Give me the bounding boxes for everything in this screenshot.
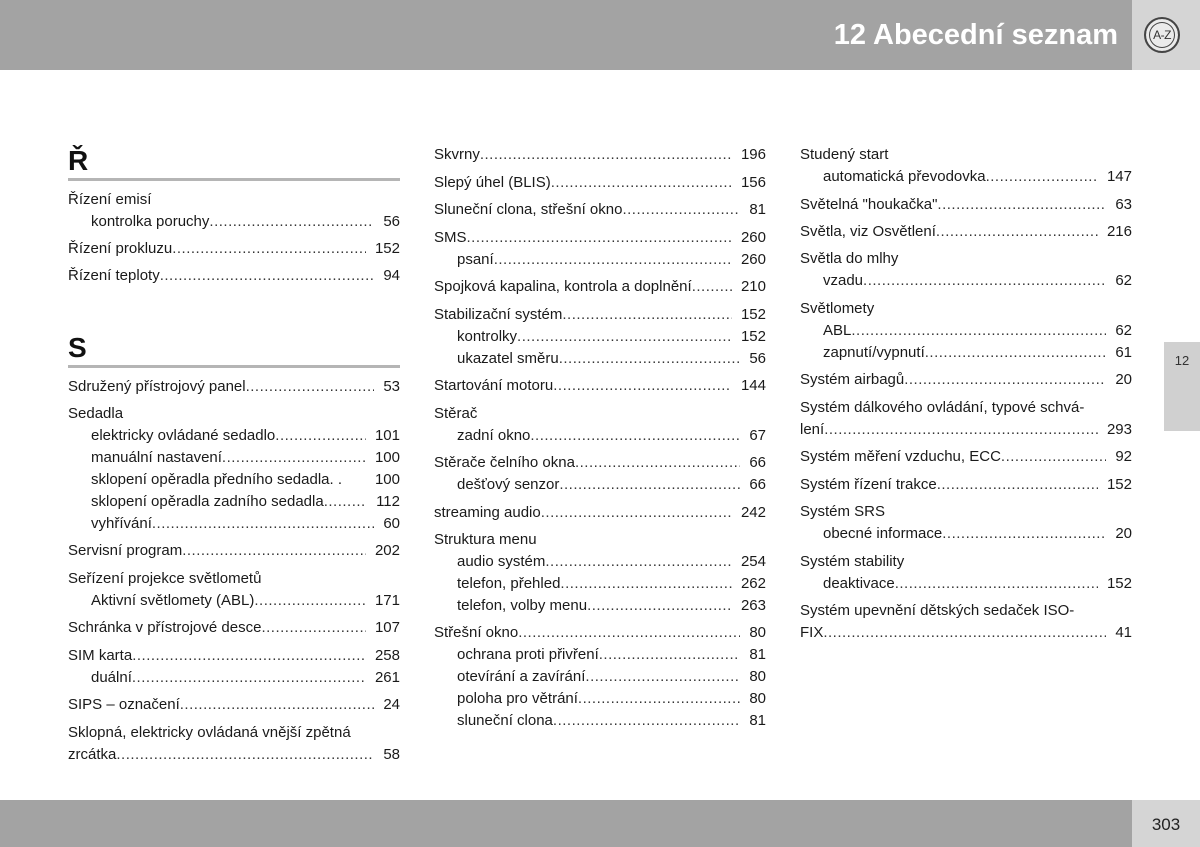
index-entry: Skvrny ..... 196: [434, 145, 766, 165]
index-entry: SIM karta ..... 258: [68, 646, 400, 666]
index-entry: lení ..... 293: [800, 420, 1132, 440]
page-ref: 171: [374, 592, 400, 609]
page-ref: 216: [1106, 223, 1132, 240]
page-ref: 67: [749, 427, 766, 444]
index-entry: zrcátka ..... 58: [68, 745, 400, 765]
index-entry: Slepý úhel (BLIS) ..... 156: [434, 173, 766, 193]
page-ref: 258: [374, 647, 400, 664]
page-ref: 107: [374, 619, 400, 636]
page-ref: 261: [374, 669, 400, 686]
index-entry: Startování motoru ..... 144: [434, 376, 766, 396]
index-entry: Systém airbagů ..... 20: [800, 370, 1132, 390]
index-entry: Spojková kapalina, kontrola a doplnění ..... 210: [434, 277, 766, 297]
index-entry: SMS ..... 260: [434, 228, 766, 248]
page-ref: 156: [740, 174, 766, 191]
page-ref: 56: [383, 213, 400, 230]
page-ref: 293: [1106, 421, 1132, 438]
index-subentry: kontrolka poruchy ..... 56: [68, 212, 400, 232]
index-subentry: kontrolky ..... 152: [434, 327, 766, 347]
index-entry: Stěrač: [434, 405, 478, 422]
index-entry: Struktura menu: [434, 531, 537, 548]
page-ref: 63: [1115, 196, 1132, 213]
index-subentry: duální ..... 261: [68, 668, 400, 688]
page-ref: 263: [740, 597, 766, 614]
index-subentry: Aktivní světlomety (ABL) ..... 171: [68, 591, 400, 611]
page-ref: 101: [374, 427, 400, 444]
chapter-tab: [1132, 0, 1200, 70]
index-entry: SIPS – označení ..... 24: [68, 695, 400, 715]
index-subentry: ochrana proti přivření ..... 81: [434, 645, 766, 665]
chapter-header-bar: [0, 0, 1132, 70]
index-entry: FIX ..... 41: [800, 623, 1132, 643]
index-entry: Světla do mlhy: [800, 250, 899, 267]
page-ref: 80: [749, 690, 766, 707]
index-entry: Sluneční clona, střešní okno ..... 81: [434, 200, 766, 220]
page-ref: 81: [749, 201, 766, 218]
page-ref: 260: [740, 251, 766, 268]
index-entry: Systém řízení trakce ..... 152: [800, 475, 1132, 495]
index-entry: Řízení emisí: [68, 191, 152, 208]
page-ref: 100: [374, 449, 400, 466]
index-subentry: ABL ..... 62: [800, 321, 1132, 341]
page-ref: 94: [383, 267, 400, 284]
index-subentry: poloha pro větrání ..... 80: [434, 689, 766, 709]
index-subentry: psaní ..... 260: [434, 250, 766, 270]
page-ref: 66: [749, 476, 766, 493]
page-ref: 112: [376, 493, 400, 510]
page-number-box: [1132, 800, 1200, 847]
page-ref: 56: [749, 350, 766, 367]
page-ref: 20: [1115, 525, 1132, 542]
page-ref: 81: [749, 646, 766, 663]
index-entry: Světlomety: [800, 300, 875, 317]
index-subentry: telefon, přehled ..... 262: [434, 574, 766, 594]
index-subentry: automatická převodovka ..... 147: [800, 167, 1132, 187]
index-entry: Stabilizační systém ..... 152: [434, 305, 766, 325]
section-letter-r: Ř: [68, 145, 89, 176]
index-entry: Schránka v přístrojové desce ..... 107: [68, 618, 400, 638]
index-entry: Střešní okno ..... 80: [434, 623, 766, 643]
index-entry: Stěrače čelního okna ..... 66: [434, 453, 766, 473]
page-ref: 66: [749, 454, 766, 471]
index-subentry: sluneční clona ..... 81: [434, 711, 766, 731]
index-entry: Světla, viz Osvětlení ..... 216: [800, 222, 1132, 242]
section-letter-s: S: [68, 332, 87, 363]
index-entry: Systém měření vzduchu, ECC ..... 92: [800, 447, 1132, 467]
chapter-title: 12 Abecední seznam: [833, 19, 1118, 51]
index-subentry: audio systém ..... 254: [434, 552, 766, 572]
index-subentry: sklopení opěradla zadního sedadla ..... 112: [68, 492, 400, 512]
section-rule: [68, 365, 400, 368]
page-ref: 24: [383, 696, 400, 713]
index-entry: Seřízení projekce světlometů: [68, 570, 262, 587]
index-subentry: manuální nastavení ..... 100: [68, 448, 400, 468]
index-entry: Řízení prokluzu ..... 152: [68, 239, 400, 259]
index-subentry: otevírání a zavírání ..... 80: [434, 667, 766, 687]
page-ref: 62: [1115, 272, 1132, 289]
page-ref: 58: [383, 746, 400, 763]
index-subentry: zapnutí/vypnutí ..... 61: [800, 343, 1132, 363]
page-ref: 260: [740, 229, 766, 246]
page-ref: 254: [740, 553, 766, 570]
index-entry: Světelná "houkačka" ..... 63: [800, 195, 1132, 215]
index-subentry: zadní okno ..... 67: [434, 426, 766, 446]
page-ref: 53: [383, 378, 400, 395]
page-ref: 81: [749, 712, 766, 729]
section-rule: [68, 178, 400, 181]
page-ref: 41: [1115, 624, 1132, 641]
page-ref: 210: [740, 278, 766, 295]
page-ref: 152: [740, 328, 766, 345]
page-ref: 80: [749, 668, 766, 685]
page-ref: 61: [1115, 344, 1132, 361]
page-ref: 152: [374, 240, 400, 257]
page-ref: 152: [1106, 575, 1132, 592]
page-number: 303: [1151, 815, 1181, 834]
index-entry: Systém dálkového ovládání, typové schvá-: [800, 399, 1085, 416]
page-ref: 80: [749, 624, 766, 641]
index-entry: Řízení teploty ..... 94: [68, 266, 400, 286]
index-subentry: sklopení opěradla předního sedadla. . 100: [91, 471, 400, 488]
page-ref: 60: [383, 515, 400, 532]
chapter-side-tab-label: 12: [1174, 353, 1190, 368]
index-subentry: deaktivace ..... 152: [800, 574, 1132, 594]
index-subentry: dešťový senzor ..... 66: [434, 475, 766, 495]
index-entry: Sklopná, elektricky ovládaná vnější zpětná: [68, 724, 351, 741]
page-ref: 20: [1115, 371, 1132, 388]
index-subentry: telefon, volby menu ..... 263: [434, 596, 766, 616]
index-entry: Systém stability: [800, 553, 905, 570]
footer-bar: [0, 800, 1132, 847]
a-z-badge-icon: A-Z: [1144, 17, 1180, 53]
index-subentry: vyhřívání ..... 60: [68, 514, 400, 534]
index-entry: Systém upevnění dětských sedaček ISO-: [800, 602, 1075, 619]
page-ref: 202: [374, 542, 400, 559]
page-ref: 152: [740, 306, 766, 323]
page-ref: 92: [1115, 448, 1132, 465]
page-ref: 262: [740, 575, 766, 592]
page-ref: 100: [374, 471, 400, 488]
index-subentry: obecné informace ..... 20: [800, 524, 1132, 544]
page-ref: 152: [1106, 476, 1132, 493]
index-entry: Sdružený přístrojový panel ..... 53: [68, 377, 400, 397]
index-subentry: vzadu ..... 62: [800, 271, 1132, 291]
index-entry: Sedadla: [68, 405, 124, 422]
index-subentry: ukazatel směru ..... 56: [434, 349, 766, 369]
page-ref: 242: [740, 504, 766, 521]
index-entry: Systém SRS: [800, 503, 886, 520]
page-ref: 144: [740, 377, 766, 394]
index-entry: Servisní program ..... 202: [68, 541, 400, 561]
chapter-side-tab: [1164, 342, 1200, 431]
index-entry: Studený start: [800, 146, 889, 163]
page-ref: 147: [1106, 168, 1132, 185]
page-ref: 62: [1115, 322, 1132, 339]
index-subentry: elektricky ovládané sedadlo ..... 101: [68, 426, 400, 446]
page-ref: 196: [740, 146, 766, 163]
index-entry: streaming audio ..... 242: [434, 503, 766, 523]
